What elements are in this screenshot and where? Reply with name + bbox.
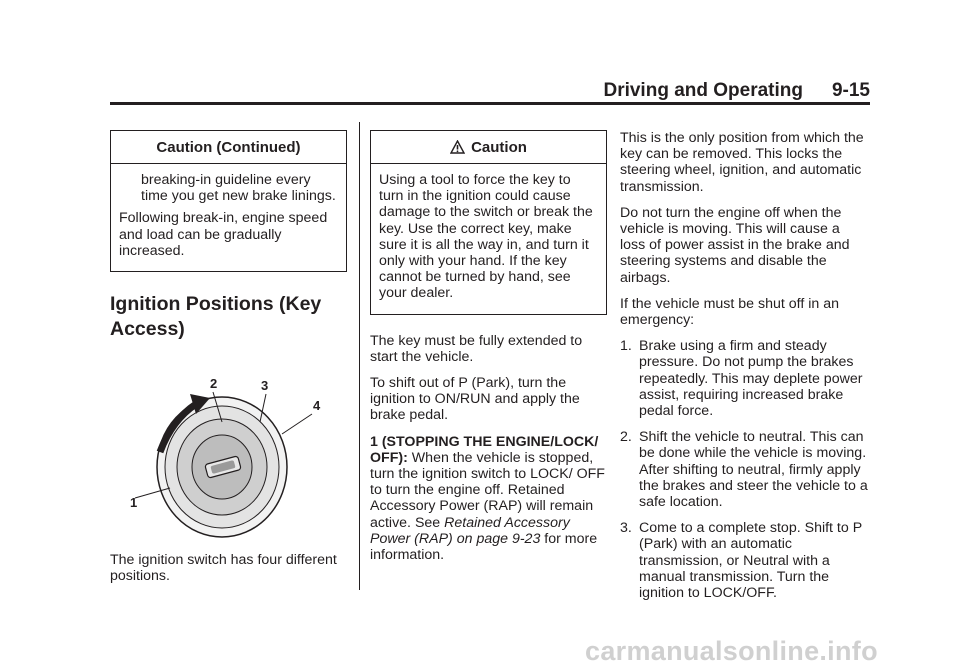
column-1 bbox=[110, 130, 347, 594]
column-divider bbox=[359, 122, 360, 590]
page-number: 9-15 bbox=[831, 80, 870, 101]
stopping-engine-text: When the vehicle is stopped, turn the ignition switch to LOCK/ OFF to turn the engine off. Retained Accessory Power (RAP) will remain active. See bbox=[370, 449, 605, 531]
caution-continued-indented-text: breaking-in guideline every time you get new brake linings. bbox=[141, 172, 336, 205]
list-item: 2. Shift the vehicle to neutral. This can be done while the vehicle is moving. After shifting to neutral, firmly apply the brakes and steer the vehicle to a safe location. bbox=[620, 429, 868, 511]
page-header-title: Driving and Operating bbox=[603, 80, 803, 101]
list-item: 1. Brake using a firm and steady pressure. Do not pump the brakes repeatedly. This may deplete power assist, requiring increased brake pedal force. bbox=[620, 338, 863, 420]
column-2 bbox=[370, 130, 607, 573]
caution-continued-box bbox=[110, 130, 347, 272]
position-label-3: 3 bbox=[261, 378, 269, 394]
ignition-switch-figure bbox=[110, 362, 347, 542]
caution-title: Caution bbox=[471, 139, 527, 156]
position-label-2: 2 bbox=[210, 376, 218, 392]
paragraph-emergency: If the vehicle must be shut off in an emergency: bbox=[620, 295, 839, 329]
paragraph-engine-off-warning: Do not turn the engine off when the vehicle is moving. This will cause a loss of power assist in the brake and steering systems and disable the airbags. bbox=[620, 204, 850, 286]
position-label-4: 4 bbox=[313, 398, 321, 414]
caution-text: Using a tool to force the key to turn in the ignition could cause damage to the switch or break the key. Use the correct key, make sure it is all the way in, and turn it only with your hand. If the key cannot be turned by hand, see your dealer. bbox=[379, 172, 593, 302]
stopping-engine-heading: 1 (STOPPING THE ENGINE/LOCK/ OFF): bbox=[370, 433, 599, 466]
section-title: Ignition Positions (Key Access) bbox=[110, 293, 322, 341]
figure-caption: The ignition switch has four different positions. bbox=[110, 552, 337, 585]
rap-reference-link[interactable]: Retained Accessory Power (RAP) on page 9-23 bbox=[370, 514, 570, 547]
paragraph-stopping-engine bbox=[370, 434, 607, 564]
watermark: carmanualsonline.info bbox=[585, 636, 878, 666]
caution-continued-text: Following break-in, engine speed and load can be gradually increased. bbox=[119, 210, 328, 259]
emergency-steps-list bbox=[620, 338, 868, 601]
caution-continued-title: Caution (Continued) bbox=[111, 131, 346, 164]
column-3 bbox=[620, 130, 868, 611]
position-label-1: 1 bbox=[130, 495, 138, 511]
list-item: 3. Come to a complete stop. Shift to P (Park) with an automatic transmission, or Neutral with a manual transmission. Turn the ignition to LOCK/OFF. bbox=[620, 520, 862, 602]
caution-box bbox=[370, 130, 607, 315]
paragraph-key-removal: This is the only position from which the key can be removed. This locks the steering wheel, ignition, and automatic transmission. bbox=[620, 130, 864, 195]
stopping-engine-end: for more information. bbox=[370, 530, 598, 564]
paragraph-key-extended: The key must be fully extended to start the vehicle. bbox=[370, 332, 583, 365]
warning-icon bbox=[450, 133, 465, 167]
header-rule bbox=[110, 102, 870, 105]
paragraph-shift-out-of-park: To shift out of P (Park), turn the ignition to ON/RUN and apply the brake pedal. bbox=[370, 375, 580, 424]
caution-header bbox=[371, 131, 606, 164]
ignition-switch-illustration bbox=[110, 362, 347, 542]
